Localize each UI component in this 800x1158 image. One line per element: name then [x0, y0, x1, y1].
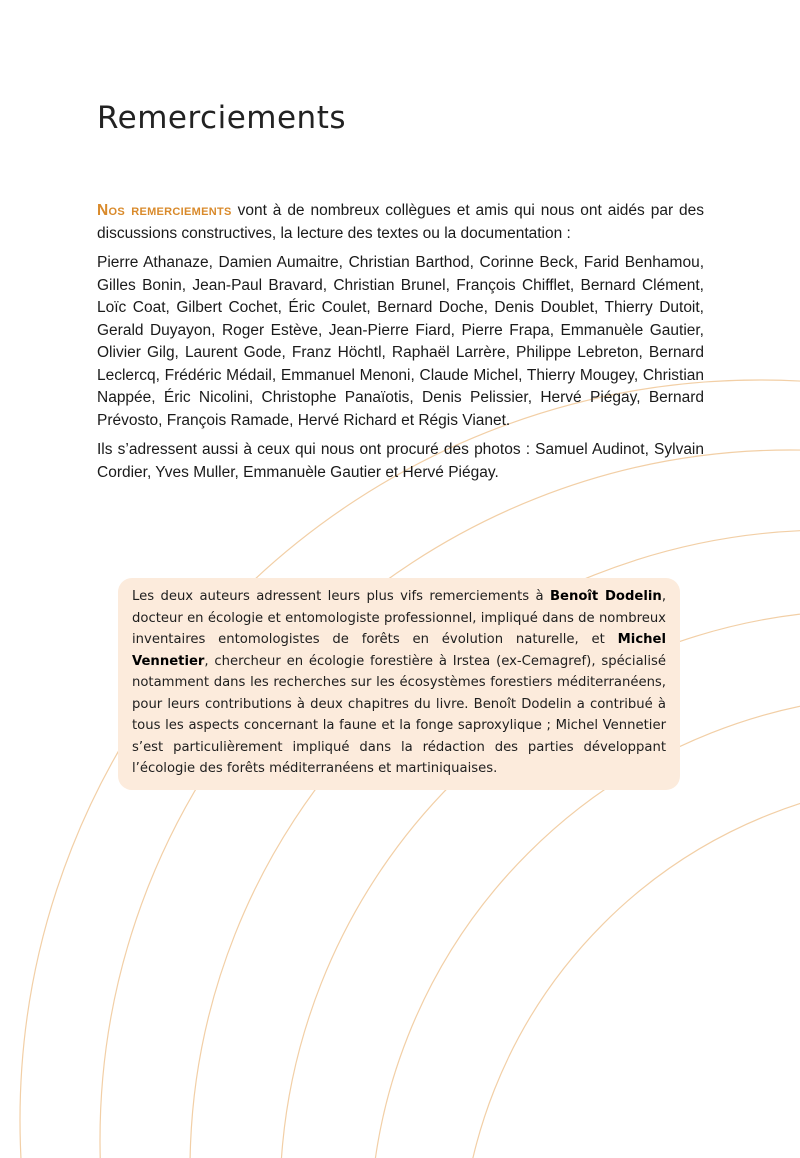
acknowledgements-body	[97, 200, 704, 491]
intro-lead-in: Nos remerciements	[97, 202, 232, 219]
page-title: Remerciements	[97, 100, 347, 136]
callout-name-dodelin: Benoît Dodelin	[549, 589, 662, 604]
intro-text: vont à de nombreux collègues et amis qui nous ont aidés par des discussions constructives, la lecture des textes ou la documentation :	[97, 202, 705, 242]
authors-thanks-callout	[118, 578, 680, 790]
callout-text-3: , chercheur en écologie forestière à Irstea (ex-Cemagref), spécialisé notamment dans les recherches sur les écosystèmes forestiers méditerranéens, pour leurs contributions à deux chapitres du livre. Benoît Dodelin a contribué à tous les aspects concernant la faune et la fonge saproxylique ; Michel Vennetier s’est particulièrement impliqué dans la rédaction des parties développant l’écologie des forêts méditerranéens et martiniquaises.	[132, 653, 666, 776]
arc-ring	[100, 450, 800, 1158]
callout-text-1: Les deux auteurs adressent leurs plus vifs remerciements à	[132, 589, 550, 604]
callout-text-2: , docteur en écologie et entomologiste professionnel, impliqué dans de nombreux inventaires entomologistes de forêts en évolution naturelle, et	[132, 589, 667, 647]
intro-paragraph	[97, 200, 704, 245]
colleagues-list: Pierre Athanaze, Damien Aumaitre, Christian Barthod, Corinne Beck, Farid Benhamou, Gilles Bonin, Jean-Paul Bravard, Christian Brunel, François Chifflet, Bernard Clément, Loïc Coat, Gilbert Cochet, Éric Coulet, Bernard Doche, Denis Doublet, Thierry Dutoit, Gerald Duyayon, Roger Estève, Jean-Pierre Fiard, Pierre Frapa, Emmanuèle Gautier, Olivier Gilg, Laurent Gode, Franz Höchtl, Raphaël Larrère, Philippe Lebreton, Bernard Leclercq, Frédéric Médail, Emmanuel Menoni, Claude Michel, Thierry Mougey, Christian Nappée, Éric Nicolini, Christophe Panaïotis, Denis Pelissier, Hervé Piégay, Bernard Prévosto, François Ramade, Hervé Richard et Régis Vianet.	[97, 254, 704, 429]
photo-credits-paragraph: Ils s’adressent aussi à ceux qui nous ont procuré des photos : Samuel Audinot, Sylvain Cordier, Yves Muller, Emmanuèle Gautier et Hervé Piégay.	[97, 441, 704, 481]
arc-ring	[460, 780, 800, 1158]
callout-name-vennetier: Michel Vennetier	[132, 632, 666, 669]
